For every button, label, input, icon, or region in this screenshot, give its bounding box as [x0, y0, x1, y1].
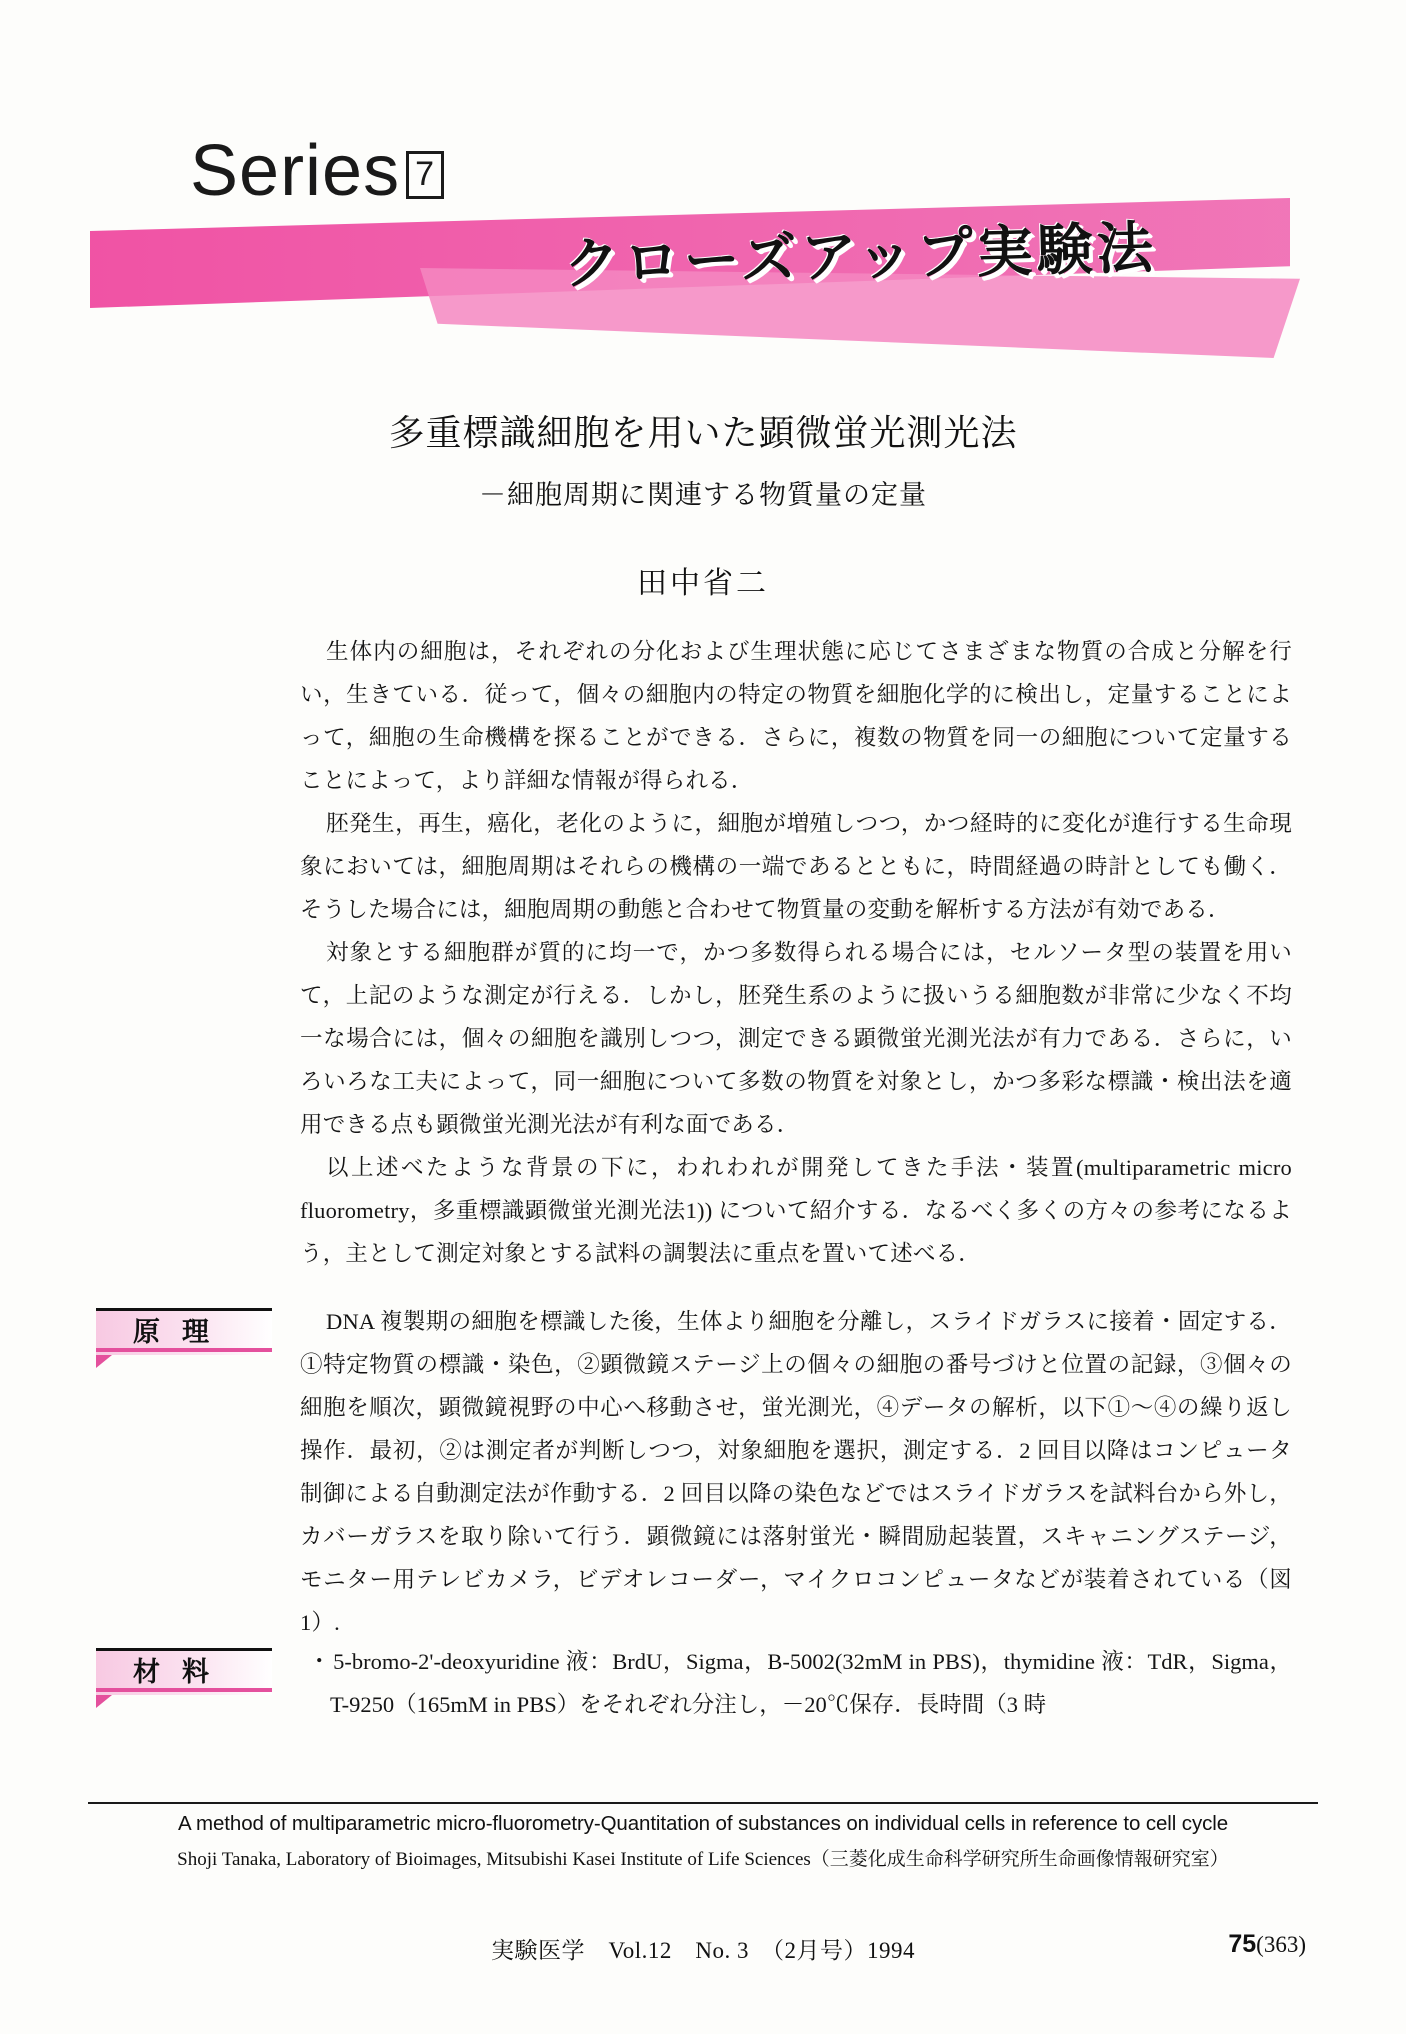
series-label [190, 130, 444, 212]
bullet-text: 5-bromo-2'-deoxyuridine 液：BrdU，Sigma，B-5002(32mM in PBS)，thymidine 液：TdR，Sigma，T-9250（165mM in PBS）をそれぞれ分注し，－20℃保存．長時間（3 時 [330, 1649, 1292, 1717]
footer-journal-info: 実験医学 Vol.12 No. 3 （2月号）1994 [491, 1938, 915, 1963]
section-tab-label: 材料 [133, 1657, 231, 1687]
paragraph: 以上述べたような背景の下に，われわれが開発してきた手法・装置(multiparametric micro fluorometry，多重標識顕微蛍光測光法1)) について紹介する．なるべく多くの方々の参考になるよう，主として測定対象とする試料の調製法に重点を置いて述べる． [300, 1155, 1292, 1266]
footer-page-number [1228, 1930, 1306, 1959]
page-number-paren: (363) [1256, 1932, 1306, 1957]
bullet-dot-icon: ・ [308, 1649, 332, 1674]
footer-divider [88, 1802, 1318, 1804]
paragraph: 対象とする細胞群が質的に均一で，かつ多数得られる場合には，セルソータ型の装置を用いて，上記のような測定が行える．しかし，胚発生系のように扱いうる細胞数が非常に少なく不均一な場合には，個々の細胞を識別しつつ，測定できる顕微蛍光測光法が有力である．さらに，いろいろな工夫によって，同一細胞について多数の物質を対象とし，かつ多彩な標識・検出法を適用できる点も顕微蛍光測光法が有利な面である． [300, 940, 1292, 1137]
footer-affiliation: Shoji Tanaka, Laboratory of Bioimages, Mitsubishi Kasei Institute of Life Sciences（三菱化成生命科学研究所生命画像情報研究室） [177, 1849, 1229, 1870]
page-title: 多重標識細胞を用いた顕微蛍光測光法 [388, 413, 1018, 453]
footer-english-title: A method of multiparametric micro-fluorometry-Quantitation of substances on individual cells in reference to cell cycle [177, 1812, 1229, 1835]
section-tab-label: 原理 [133, 1317, 231, 1347]
paragraph [300, 1640, 1292, 1726]
section-tab-principle [96, 1308, 276, 1366]
section-body-material [300, 1640, 1292, 1726]
page-number: 75 [1228, 1930, 1257, 1958]
section-tab-material [96, 1648, 276, 1706]
article-body [300, 630, 1292, 1275]
page-subtitle: －細胞周期に関連する物質量の定量 [479, 480, 927, 510]
banner-title: クローズアップ実験法 [562, 215, 1158, 296]
series-number-box: 7 [406, 151, 444, 199]
series-word-text: Series [190, 131, 401, 211]
paragraph: 胚発生，再生，癌化，老化のように，細胞が増殖しつつ，かつ経時的に変化が進行する生命現象においては，細胞周期はそれらの機構の一端であるとともに，時間経過の時計としても働く．そうした場合には，細胞周期の動態と合わせて物質量の変動を解析する方法が有効である． [300, 811, 1292, 922]
section-body-principle [300, 1300, 1292, 1644]
author-name: 田中省二 [637, 567, 769, 600]
series-banner [90, 120, 1320, 360]
paragraph: DNA 複製期の細胞を標識した後，生体より細胞を分離し，スライドガラスに接着・固定する．①特定物質の標識・染色，②顕微鏡ステージ上の個々の細胞の番号づけと位置の記録，③個々の細胞を順次，顕微鏡視野の中心へ移動させ，蛍光測光，④データの解析，以下①～④の繰り返し操作．最初，②は測定者が判断しつつ，対象細胞を選択，測定する．2 回目以降はコンピュータ制御による自動測定法が作動する．2 回目以降の染色などではスライドガラスを試料台から外し，カバーガラスを取り除いて行う．顕微鏡には落射蛍光・瞬間励起装置，スキャニングステージ，モニター用テレビカメラ，ビデオレコーダー，マイクロコンピュータなどが装着されている（図1）. [300, 1309, 1292, 1635]
paragraph: 生体内の細胞は，それぞれの分化および生理状態に応じてさまざまな物質の合成と分解を行い，生きている．従って，個々の細胞内の特定の物質を細胞化学的に検出し，定量することによって，細胞の生命機構を探ることができる．さらに，複数の物質を同一の細胞について定量することによって，より詳細な情報が得られる． [300, 639, 1292, 793]
